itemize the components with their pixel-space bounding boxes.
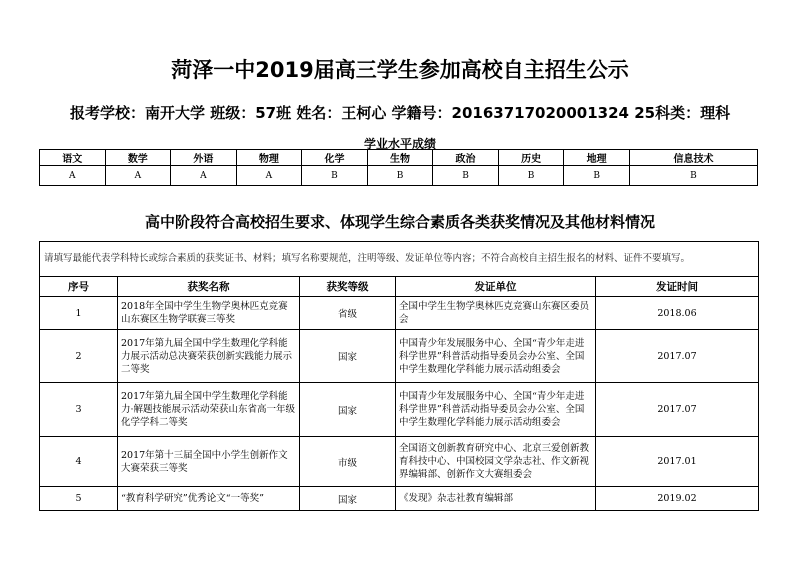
award-name: 2017年第九届全国中学生数理化学科能力展示活动总决赛荣获创新实践能力展示二等奖 (118, 330, 300, 383)
subject-header: 物理 (236, 150, 302, 166)
table-row (40, 383, 759, 437)
subject-header: 外语 (171, 150, 237, 166)
col-header-name: 获奖名称 (118, 277, 300, 297)
award-name: 2017年第十三届全国中小学生创新作文大赛荣获三等奖 (118, 437, 300, 487)
award-name: 2017年第九届全国中学生数理化学科能力·解题技能展示活动荣获山东省高一年级化学学科二等奖 (118, 383, 300, 437)
grade-cell: A (40, 166, 106, 186)
grades-section-title: 学业水平成绩 (363, 137, 436, 151)
awards-table (39, 241, 759, 511)
row-no: 4 (40, 437, 118, 487)
subject-header: 生物 (367, 150, 433, 166)
awards-header-row (40, 277, 759, 297)
row-no: 2 (40, 330, 118, 383)
row-no: 5 (40, 487, 118, 511)
award-level: 国家 (300, 330, 396, 383)
grade-cell: B (629, 166, 757, 186)
table-row (40, 297, 759, 330)
award-level: 市级 (300, 437, 396, 487)
col-header-no: 序号 (40, 277, 118, 297)
awards-section-title: 高中阶段符合高校招生要求、体现学生综合素质各类获奖情况及其他材料情况 (144, 213, 655, 231)
subject-header: 化学 (302, 150, 368, 166)
grade-cell: B (498, 166, 564, 186)
award-date: 2017.01 (596, 437, 759, 487)
subject-header: 政治 (433, 150, 499, 166)
student-info-line: 报考学校：南开大学 班级：57班 姓名：王柯心 学籍号：20163717020001324 25科类：理科 (70, 104, 731, 122)
grade-cell: B (367, 166, 433, 186)
award-date: 2017.07 (596, 383, 759, 437)
awards-note-row (40, 242, 759, 277)
award-issuer: 《发现》杂志社教育编辑部 (396, 487, 596, 511)
award-level: 省级 (300, 297, 396, 330)
subject-header: 信息技术 (629, 150, 757, 166)
subject-header: 历史 (498, 150, 564, 166)
awards-note: 请填写最能代表学科特长或综合素质的获奖证书、材料；填写名称要规范，注明等级、发证单位等内容；不符合高校自主招生报名的材料、证件不要填写。 (40, 242, 759, 277)
table-row (40, 330, 759, 383)
award-date: 2019.02 (596, 487, 759, 511)
grades-header-row (40, 150, 758, 166)
award-date: 2018.06 (596, 297, 759, 330)
row-no: 1 (40, 297, 118, 330)
award-level: 国家 (300, 487, 396, 511)
award-issuer: 全国语文创新教育研究中心、北京三爱创新教育科技中心、中国校园文学杂志社、作文新视界编辑部、创新作文大赛组委会 (396, 437, 596, 487)
grades-value-row (40, 166, 758, 186)
award-issuer: 中国青少年发展服务中心、全国“青少年走进科学世界”科普活动指导委员会办公室、全国中学生数理化学科能力展示活动组委会 (396, 330, 596, 383)
grade-cell: A (236, 166, 302, 186)
award-date: 2017.07 (596, 330, 759, 383)
col-header-level: 获奖等级 (300, 277, 396, 297)
subject-header: 数学 (105, 150, 171, 166)
col-header-issuer: 发证单位 (396, 277, 596, 297)
grades-table (39, 149, 758, 186)
award-issuer: 全国中学生生物学奥林匹克竞赛山东赛区委员会 (396, 297, 596, 330)
subject-header: 语文 (40, 150, 106, 166)
row-no: 3 (40, 383, 118, 437)
grade-cell: B (302, 166, 368, 186)
grade-cell: A (171, 166, 237, 186)
grade-cell: B (564, 166, 630, 186)
table-row (40, 437, 759, 487)
grade-cell: A (105, 166, 171, 186)
page-title: 菏泽一中2019届高三学生参加高校自主招生公示 (171, 58, 629, 82)
table-row (40, 487, 759, 511)
subject-header: 地理 (564, 150, 630, 166)
award-name: “教育科学研究”优秀论文“一等奖” (118, 487, 300, 511)
award-issuer: 中国青少年发展服务中心、全国“青少年走进科学世界”科普活动指导委员会办公室、全国中学生数理化学科能力展示活动组委会 (396, 383, 596, 437)
award-name: 2018年全国中学生生物学奥林匹克竞赛山东赛区生物学联赛三等奖 (118, 297, 300, 330)
col-header-date: 发证时间 (596, 277, 759, 297)
grade-cell: B (433, 166, 499, 186)
award-level: 国家 (300, 383, 396, 437)
